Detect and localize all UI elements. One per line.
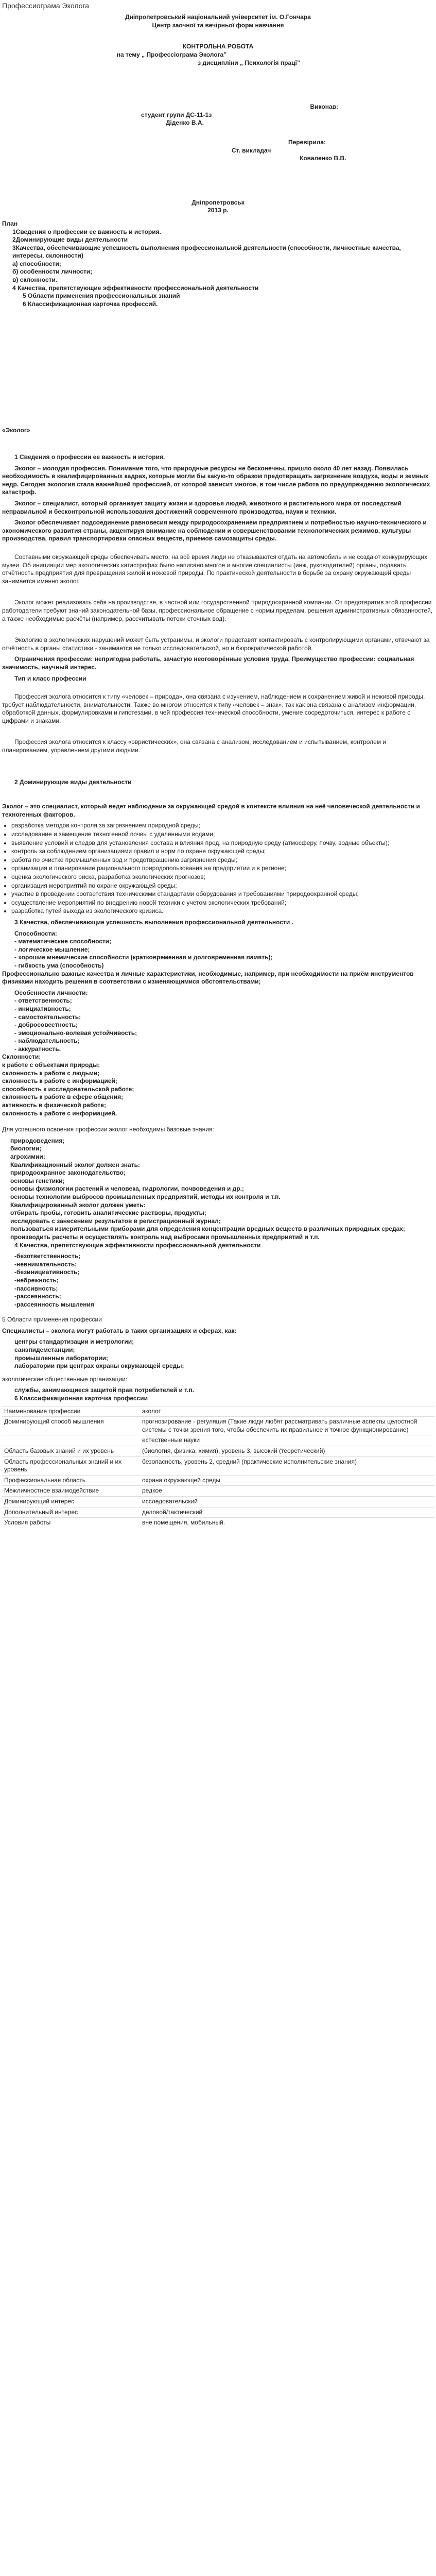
section-2-intro: Эколог – это специалист, который ведет наблюдение за окружающей средой в контексте влияния на неё человеческой деятельности и техногенных факторов. xyxy=(2,803,420,818)
section-2 xyxy=(2,778,434,916)
section-1 xyxy=(2,427,434,754)
list-item: - эмоционально-волевая устойчивость; xyxy=(14,1029,137,1037)
table-cell-key: Доминирующий способ мышления xyxy=(2,1417,140,1435)
teacher-name: Коваленко В.В. xyxy=(300,155,346,162)
section-4 xyxy=(2,1242,434,1309)
list-item: склонность к работе с людьми; xyxy=(2,1069,100,1077)
list-item: • контроль за соблюдением организациями правил и норм по охране окружающей среды; xyxy=(11,848,434,856)
center-name: Центр заочної та вечiрньої форм навчання xyxy=(152,21,284,29)
document-title: Профессиограма Эколога xyxy=(2,2,90,10)
list-item: исследовать с занесением результатов в регистрационный журнал; xyxy=(10,1217,221,1225)
table-cell-key: Условия работы xyxy=(2,1518,140,1528)
city-year xyxy=(2,199,434,215)
student-name: Дiденко В.А. xyxy=(166,119,204,127)
section-2-heading: 2 Доминирующие виды деятельности xyxy=(14,778,132,786)
list-item: • выявление условий и следов для установления состава и влияния пред. на природную среду (атмосферу, почву, водные объекты); xyxy=(11,839,434,848)
checked-label: Перевiрила: xyxy=(288,138,326,146)
list-item: -невнимательность; xyxy=(14,1260,77,1268)
work-discipline: з дисциплiни „ Психологiя працi” xyxy=(198,59,300,66)
plan xyxy=(2,220,434,309)
list-item: - математические способности; xyxy=(14,938,112,945)
abilities-title: Способности: xyxy=(14,929,57,937)
list-item: службы, занимающиеся защитой прав потребителей и т.п. xyxy=(14,1386,194,1394)
list-item: • разработка путей выхода из экологического кризиса. xyxy=(11,907,434,916)
list-item: - самостоятельность; xyxy=(14,1013,81,1021)
section-5-paragraph: Специалисты – эколога могут работать в таких организациях и сферах, как: xyxy=(2,1327,237,1334)
title-page xyxy=(2,13,434,29)
list-item: - хорошие мнемические способности (кратковременная и долговременная память); xyxy=(14,954,273,961)
university-name: Днiпропетровський нацiональний унiверситет iм. О.Гончара xyxy=(125,13,311,21)
author-block xyxy=(2,103,434,127)
section-1-paragraph: Эколог обеспечивает подсоединение равновесия между природосохранением предприятием и потребностью научно-технического и экономического развития страны, акцентируя внимание на соблюдении и совершенствовании технологических режимов, культуры производства, правил транспортировки опасных веществ, приемов самозащиты среды. xyxy=(2,519,427,543)
table-row xyxy=(2,1507,434,1518)
section-1-paragraph: Экологию в экологических нарушений может быть устранимы, и экологи представят контактировать с контролирующими органами, отвечают за отчётность в органы статистики - занимается не только исследовательской, но и бюрократической работой. xyxy=(2,636,430,652)
table-row xyxy=(2,1518,434,1528)
table-cell-key: Профессиональная область xyxy=(2,1475,140,1486)
list-item: - добросовестность; xyxy=(14,1021,78,1029)
list-item: Квалифицированный эколог должен уметь: xyxy=(10,1201,146,1209)
section-1-paragraph: Профессия эколога относится к типу «человек – природа», она связана с изучением, наблюдением и сохранением живой и неживой природы, требует наблюдательности, внимательности. Также во многом относится к типу «человек – знак», так как она связана с анализом информации, обработкой данных, формулировками и гипотезами, в чей профессия технической способности, умение сосредоточиться, интерес к работе с цифрами и знаками. xyxy=(2,693,425,724)
list-item: лаборатории при центрах охраны окружающей среды; xyxy=(14,1362,184,1370)
table-cell-key: Межличностное взаимодействие xyxy=(2,1486,140,1497)
plan-item: 1Сведения о профессии ее важность и история. xyxy=(12,228,161,235)
list-item: -рассеянность мышления xyxy=(14,1300,94,1308)
list-item: агрохимии; xyxy=(10,1153,45,1160)
list-item: склонность к работе с информацией. xyxy=(2,1109,117,1117)
section-3-paragraph: Профессионально важные качества и личные характеристики, необходимые, например, при необходимости на приём инструментов физиками находить решения в соответствии с изменяющимися обстоятельствами; xyxy=(2,970,414,986)
list-item: • работа по очистке промышленных вод и предотвращению загрязнения среды; xyxy=(11,856,434,865)
section-1-paragraph: Эколог – молодая профессия. Понимание того, что природные ресурсы не бесконечны, пришло около 40 лет назад. Появилась необходимость в квалифицированных кадрах, которые могли бы какую-то образом предотвращать загрязнение воздуха, воды и земных недр. Сегодня экология стала важнейшей профессией, от которой зависит многое, в том числе работа по предупреждению экологических катастроф. xyxy=(2,464,430,496)
list-item: -рассеянность; xyxy=(14,1293,61,1300)
table-cell-key: Область профессиональных знаний и их уровень xyxy=(2,1456,140,1475)
list-item: способность к исследовательской работе; xyxy=(2,1085,134,1093)
plan-item: 4 Качества, препятствующие эффективности профессиональной деятельности xyxy=(12,284,259,292)
list-item: производить расчеты и осуществлять контроль над выбросами промышленных предприятий и т.п. xyxy=(10,1233,320,1241)
section-1-paragraph: Эколог может реализовать себя на производстве, в частной или государственной природоохранной компании. От предотвратив этой профессии работодатели требуют знаний законодательной базы, профессиональное обращение с нормы пределам, решения административных обязанностей, а также необходимые расчёты (например, рассчитывать потоки сточных вод). xyxy=(2,599,433,622)
section-1-paragraph: Ограничения профессии: непригодна работать, зачастую неоговорённые условия труда. Преимущество профессии: социальная значимость, научный интерес. xyxy=(2,655,414,671)
list-item: • организация и планирование рационального природопользования на предприятии и в регионе; xyxy=(11,865,434,873)
list-item: • осуществление мероприятий по внедрению новой техники с учетом экологических требований; xyxy=(11,899,434,907)
classification-card xyxy=(2,1406,434,1528)
section-5-paragraph: экологические общественные организации: xyxy=(2,1375,128,1383)
year: 2013 р. xyxy=(207,207,229,214)
plan-item: 2Доминирующие виды деятельности xyxy=(12,236,128,244)
list-item: -пассивность; xyxy=(14,1284,58,1292)
profession-label: «Эколог» xyxy=(2,427,30,434)
inclinations-title: Склонности: xyxy=(2,1053,41,1061)
list-item: -безинициативность; xyxy=(14,1268,80,1276)
plan-title: План xyxy=(2,219,18,227)
list-item: природоохранное законодательство; xyxy=(10,1169,126,1177)
list-item: -безответственность; xyxy=(14,1252,81,1260)
list-item: • исследование и замещение техногенной почвы с удалёнными водами; xyxy=(11,831,434,839)
table-cell-value: безопасность, уровень 2, средний (практические исполнительские знания) xyxy=(140,1456,434,1475)
list-item: основы физиологии растений и человека, гидрологии, почвоведения и др.; xyxy=(10,1185,244,1193)
list-item: склонность к работе с информацией; xyxy=(2,1077,117,1085)
list-item: отбирать пробы, готовить аналитические растворы, продукты; xyxy=(10,1209,206,1217)
table-cell-key: Дополнительный интерес xyxy=(2,1507,140,1518)
list-item: природоведения; xyxy=(10,1137,65,1144)
section-4-heading: 4 Качества, препятствующие эффективности профессиональной деятельности xyxy=(14,1241,261,1249)
list-item: - ответственность; xyxy=(14,997,72,1005)
list-item: - инициативность; xyxy=(14,1005,71,1012)
plan-item: а) способности; xyxy=(12,260,61,267)
table-row xyxy=(2,1475,434,1486)
table-cell-value: вне помещения, мобильный. xyxy=(140,1518,434,1528)
table-cell-value: редкое xyxy=(140,1486,434,1497)
work-topic: на тему „ Профессiограма Эколога” xyxy=(116,50,227,58)
list-item: - аккуратность. xyxy=(14,1045,61,1053)
section-1-paragraph: Составными окружающей среды обеспечивать место, на всё время люди не отказываются отдать на автомобиль и не создают конкурирующих музеи. Об инициации мер экологических катастрофах было написано многое и многие специалисты (инж, руководителей) органы, подавать отчётность предприятия для превращения жилой и ножевой природы. По практической деятельности в борьбе за охрану окружающей среды занимается именно эколог. xyxy=(2,553,428,585)
plan-item: в) склонности. xyxy=(12,276,58,284)
list-item: • оценка экологического риска, разработка экологических прогнозов; xyxy=(11,873,434,882)
plan-item: 3Качества, обеспечивающие успешность выполнения профессиональной деятельности (способности, личностные качества, интересы, склонности) xyxy=(12,244,401,260)
list-item: основы генетики; xyxy=(10,1177,65,1184)
list-item: основы технологии выбросов промышленных предприятий, методы их контроля и т.п. xyxy=(10,1193,281,1200)
table-cell-key: Наименование профессии xyxy=(2,1406,140,1417)
plan-item: 5 Области применения профессиональных знаний xyxy=(23,292,180,300)
table-cell-value: (биология, физика, химия), уровень 3, высокий (теоретический) xyxy=(140,1446,434,1457)
section-1-heading: 1 Сведения о профессии ее важность и история. xyxy=(14,453,165,461)
work-heading xyxy=(2,43,434,67)
knowledge-intro: Для успешного освоения профессии эколог необходимы базовые знания: xyxy=(2,1126,214,1133)
table-row xyxy=(2,1496,434,1507)
table-cell-value: прогнозирование - регуляция (Такие люди любят рассматривать различные аспекты целостной системы с точки зрения того, чтобы обеспечить их правильное и точное функционирование) xyxy=(140,1417,434,1435)
table-cell-value: деловой/тактический xyxy=(140,1507,434,1518)
activity-list xyxy=(11,822,434,916)
table-cell-value: исследовательский xyxy=(140,1496,434,1507)
table-cell-value: охрана окружающей среды xyxy=(140,1475,434,1486)
list-item: - логическое мышление; xyxy=(14,945,90,953)
section-5 xyxy=(2,1316,434,1402)
list-item: пользоваться измерительными приборами для определения концентрации вредных веществ в различных природных средах; xyxy=(10,1225,405,1233)
list-item: Квалификационный эколог должен знать: xyxy=(10,1161,140,1168)
list-item: -небрежность; xyxy=(14,1276,59,1284)
plan-item: б) особенности личности; xyxy=(12,268,93,276)
performed-label: Виконав: xyxy=(310,103,338,111)
list-item: активность в физической работе; xyxy=(2,1101,106,1109)
table-cell-key: Доминирующий интерес xyxy=(2,1496,140,1507)
list-item: биологии; xyxy=(10,1145,42,1153)
traits-title: Особенности личности: xyxy=(14,989,88,996)
list-item: к работе с объектами природы; xyxy=(2,1061,100,1069)
city: Днiпропетровськ xyxy=(191,198,245,206)
table-row xyxy=(2,1435,434,1446)
section-1-paragraph: Тип и класс профессии xyxy=(14,674,86,682)
list-item: - наблюдательность; xyxy=(14,1037,80,1045)
list-item: - гибкость ума (способность) xyxy=(14,961,104,969)
table-row xyxy=(2,1446,434,1457)
table-row xyxy=(2,1406,434,1417)
section-6-heading: 6 Классификационная карточка профессии xyxy=(14,1395,148,1402)
table-row xyxy=(2,1486,434,1497)
list-item: центры стандартизации и метрологии; xyxy=(14,1338,134,1346)
section-5-heading: 5 Области применения профессии xyxy=(2,1316,102,1324)
table-cell-value: естественные науки xyxy=(140,1435,434,1446)
section-3 xyxy=(2,919,434,1242)
table-cell-value: эколог xyxy=(140,1406,434,1417)
work-type: КОНТРОЛЬНА РОБОТА xyxy=(182,43,254,50)
list-item: • участие в проведении соответствия техническими стандартами оборудования и требованиями природоохранной среды; xyxy=(11,890,434,899)
section-1-paragraph: Эколог – специалист, который организует защиту жизни и здоровья людей, животного и растительного мира от последствий неправильной и бесконтрольной использования достижений современного производства, науки и техники. xyxy=(2,500,402,515)
student-group: студент групи ДС-11-1з xyxy=(141,111,212,118)
checker-block xyxy=(2,139,434,163)
list-item: склонность к работе в сфере общения; xyxy=(2,1093,124,1101)
list-item: промышленные лаборатории; xyxy=(14,1354,108,1362)
table-row xyxy=(2,1456,434,1475)
plan-item: 6 Классификационная карточка профессий. xyxy=(23,300,158,308)
list-item: • разработка методов контроля за загрязнением природной среды; xyxy=(11,822,434,830)
teacher-role: Ст. викладач xyxy=(232,146,271,154)
section-3-heading: 3 Качества, обеспечивающие успешность выполнения профессиональной деятельности . xyxy=(14,918,293,926)
table-row xyxy=(2,1417,434,1435)
list-item: санэпидемстанции; xyxy=(14,1346,75,1354)
section-1-paragraph: Профессия эколога относится к классу «эвристических», она связана с анализом, исследованием и испытыванием, контролем и планированием, управлением другими людьми. xyxy=(2,738,387,754)
list-item: • организация мероприятий по охране окружающей среды; xyxy=(11,882,434,890)
table-cell-key xyxy=(2,1435,140,1446)
table-cell-key: Область базовых знаний и их уровень xyxy=(2,1446,140,1457)
